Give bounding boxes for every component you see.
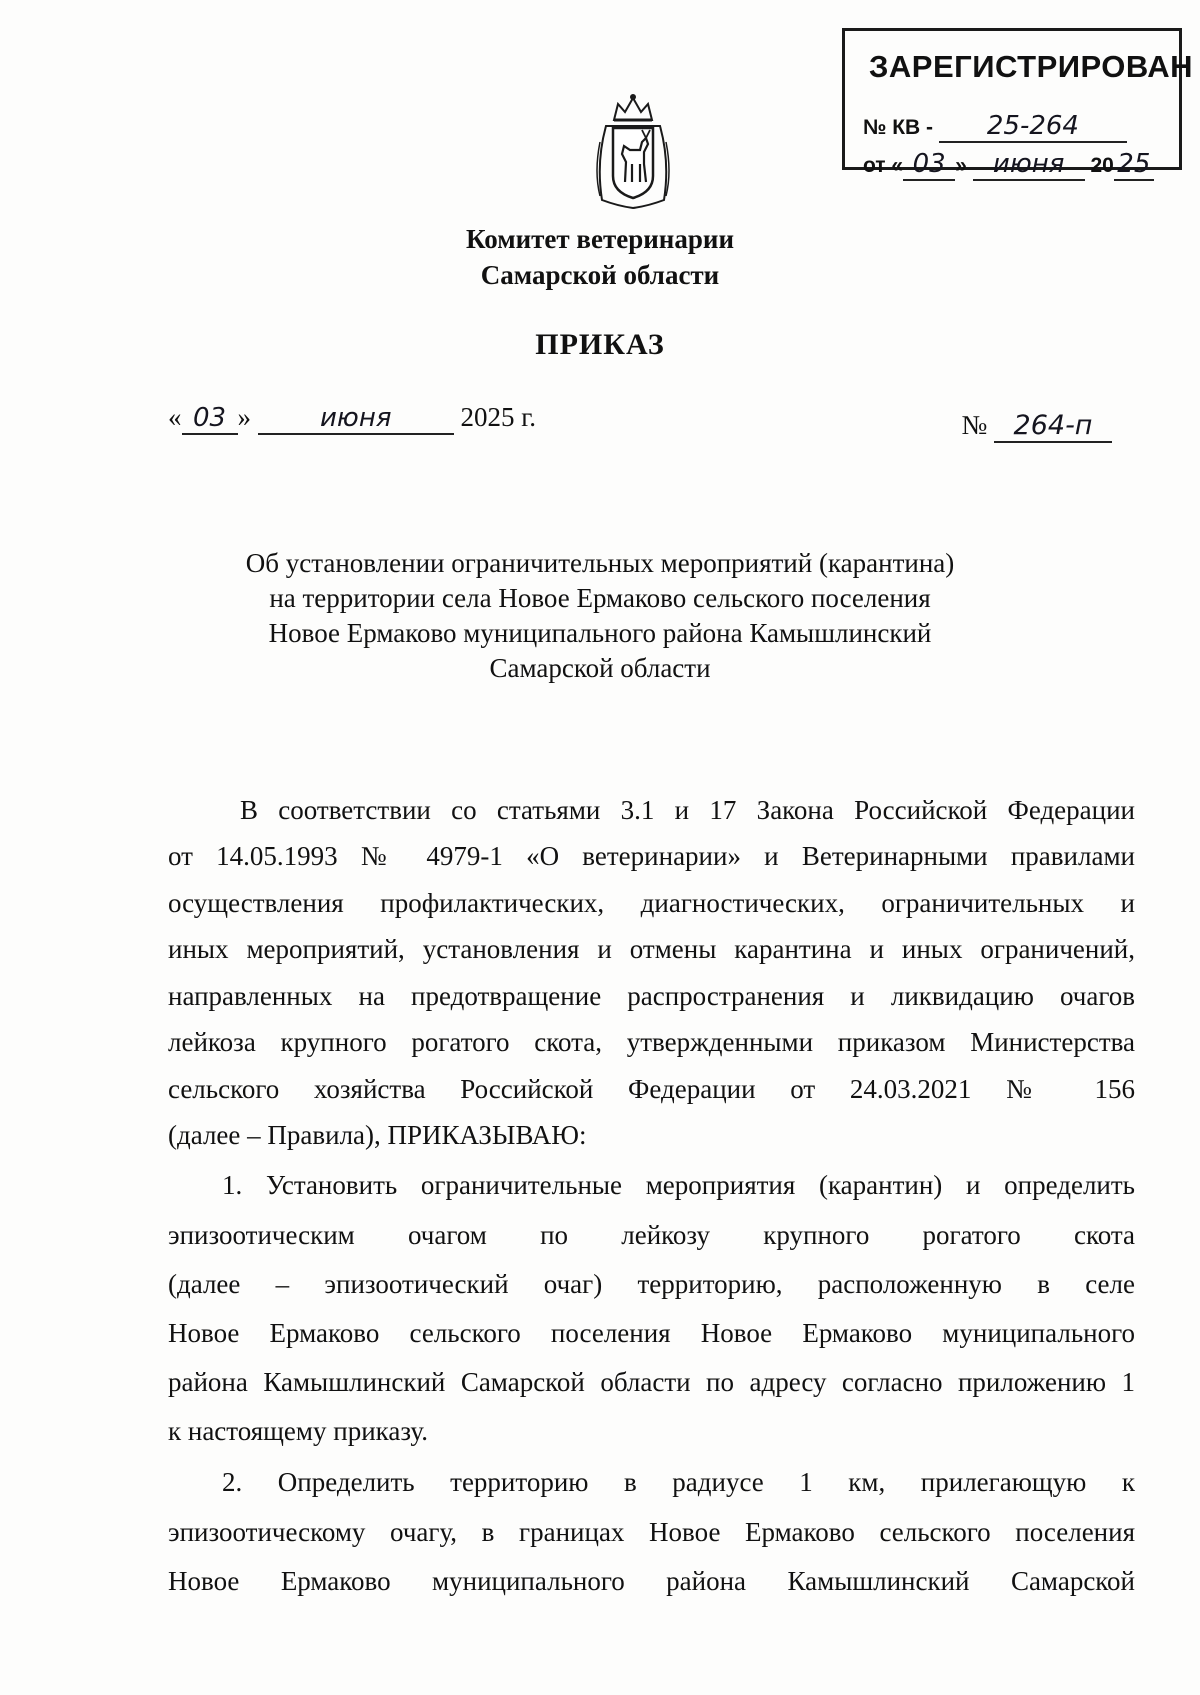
order-number — [961, 410, 1112, 443]
stamp-date-year-prefix: 20 — [1090, 154, 1114, 177]
order-date — [168, 402, 536, 435]
authority-name-line1: Комитет ветеринарии — [466, 224, 734, 254]
item1-line: к настоящему приказу. — [168, 1416, 428, 1446]
preamble-line: лейкоза крупного рогатого скота, утвержденными приказом Министерства — [168, 1027, 1135, 1057]
item1-line: Новое Ермаково сельского поселения Новое Ермаково муниципального — [168, 1318, 1135, 1348]
order-number-label: № — [961, 410, 988, 440]
order-number-value: 264-п — [994, 410, 1112, 443]
preamble-line: иных мероприятий, установления и отмены карантина и иных ограничений, — [168, 934, 1135, 964]
stamp-date-mid: » — [955, 154, 967, 177]
stamp-number-label: № КВ - — [863, 116, 934, 139]
stamp-number-value: 25-264 — [939, 111, 1127, 143]
stamp-date-from: от « — [863, 154, 904, 177]
registration-stamp — [842, 28, 1194, 179]
item2-line: 2. Определить территорию в радиусе 1 км, прилегающую к — [222, 1467, 1135, 1497]
preamble-line: направленных на предотвращение распространения и ликвидацию очагов — [168, 981, 1135, 1011]
subject-line: Новое Ермаково муниципального района Камышлинский — [268, 618, 932, 648]
samara-coat-of-arms-icon — [592, 92, 674, 212]
stamp-title: ЗАРЕГИСТРИРОВАН — [869, 49, 1194, 84]
preamble-line: от 14.05.1993 № 4979-1 «О ветеринарии» и Ветеринарными правилами — [168, 841, 1135, 871]
subject-line: Об установлении ограничительных мероприятий (карантина) — [245, 548, 955, 578]
stamp-date-day: 03 — [903, 149, 955, 181]
order-date-open: « — [168, 402, 182, 432]
item2-line: эпизоотическому очагу, в границах Новое Ермаково сельского поселения — [168, 1517, 1135, 1547]
authority-name-line2: Самарской области — [480, 260, 720, 290]
stamp-date-year: 25 — [1114, 149, 1154, 181]
subject-line: Самарской области — [489, 653, 711, 683]
item1-line: (далее – эпизоотический очаг) территорию, расположенную в селе — [168, 1269, 1135, 1299]
item1-line: эпизоотическим очагом по лейкозу крупного рогатого скота — [168, 1220, 1135, 1250]
order-subject — [200, 546, 1000, 686]
order-date-close: » — [237, 402, 251, 432]
item2-line: Новое Ермаково муниципального района Камышлинский Самарской — [168, 1566, 1135, 1596]
document-type: ПРИКАЗ — [535, 328, 665, 361]
stamp-date-row — [863, 149, 1154, 181]
subject-line: на территории села Новое Ермаково сельского поселения — [269, 583, 931, 613]
preamble-line: осуществления профилактических, диагностических, ограничительных и — [168, 888, 1135, 918]
item1-line: 1. Установить ограничительные мероприятия (карантин) и определить — [222, 1170, 1135, 1200]
order-date-year: 2025 г. — [460, 402, 537, 432]
order-date-month: июня — [258, 403, 454, 435]
stamp-number-row — [863, 111, 1127, 143]
preamble-line: сельского хозяйства Российской Федерации от 24.03.2021 № 156 — [168, 1074, 1135, 1104]
stamp-date-month: июня — [973, 149, 1085, 181]
order-date-day: 03 — [182, 403, 238, 435]
preamble-line: В соответствии со статьями 3.1 и 17 Закона Российской Федерации — [240, 795, 1135, 825]
preamble-line: (далее – Правила), ПРИКАЗЫВАЮ: — [168, 1120, 587, 1150]
item1-line: района Камышлинский Самарской области по адресу согласно приложению 1 — [168, 1367, 1135, 1397]
